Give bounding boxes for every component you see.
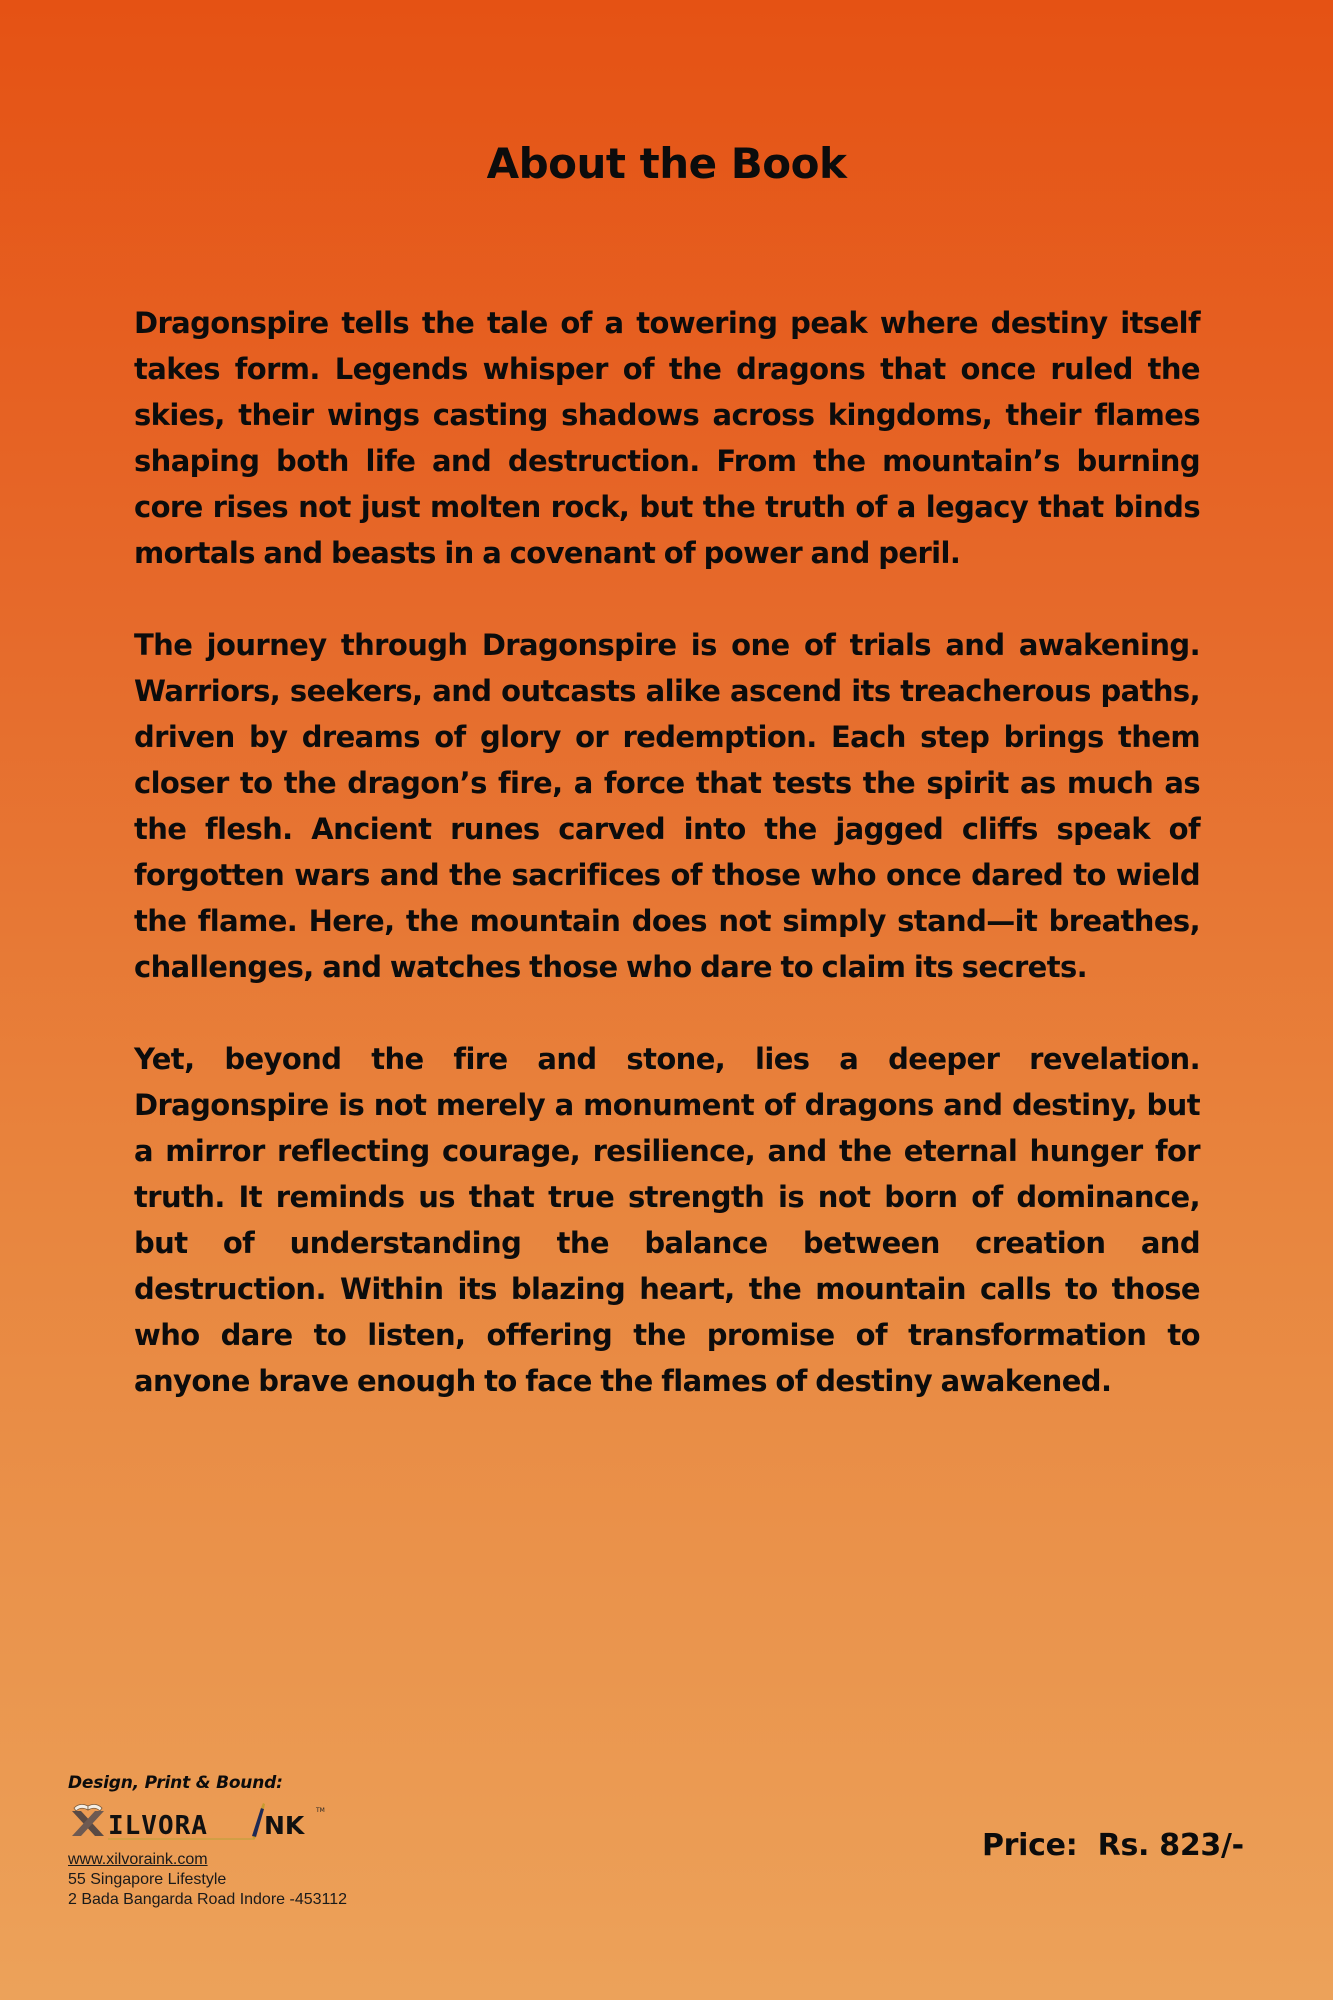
logo-text-nk: NK (264, 1811, 305, 1840)
description-paragraph-3: Yet, beyond the fire and stone, lies a deeper revelation. Dragonspire is not merely a monument of dragons and destiny, but a mirror reflecting courage, resilience, and the eternal hunger for truth. It reminds us that true strength is not born of dominance, but of understanding the balance between creation and destruction. Within its blazing heart, the mountain calls to those who dare to listen, offering the promise of transformation to anyone brave enough to face the flames of destiny awakened. (134, 1042, 1200, 1398)
address-line-1: 55 Singapore Lifestyle (68, 1871, 227, 1888)
website-link[interactable]: www.xilvoraink.com (68, 1851, 208, 1868)
description-paragraph-1: Dragonspire tells the tale of a towering peak where destiny itself takes form. Legends whisper of the dragons that once ruled the skies, their wings casting shadows across kingdoms, their flames shaping both life and destruction. From the mountain’s burning core rises not just molten rock, but the truth of a legacy that binds mortals and beasts in a covenant of power and peril. (134, 306, 1200, 570)
address-line-2: 2 Bada Bangarda Road Indore -453112 (68, 1891, 348, 1908)
logo-text-ilvora: ILVORA (108, 1811, 208, 1840)
publisher-logo (68, 1796, 328, 1840)
publisher-imprint (68, 1772, 428, 1910)
open-book-x-icon (72, 1804, 104, 1836)
description-paragraph-2: The journey through Dragonspire is one of trials and awakening. Warriors, seekers, and outcasts alike ascend its treacherous paths, driven by dreams of glory or redemption. Each step brings them closer to the dragon’s fire, a force that tests the spirit as much as the flesh. Ancient runes carved into the jagged cliffs speak of forgotten wars and the sacrifices of those who once dared to wield the flame. Here, the mountain does not simply stand—it breathes, challenges, and watches those who dare to claim its secrets. (134, 628, 1200, 984)
price-label: Price: Rs. 823/- (982, 1828, 1244, 1863)
trademark-mark: TM (316, 1807, 325, 1814)
book-description (134, 300, 1200, 1450)
page-title: About the Book (486, 139, 847, 188)
imprint-label: Design, Print & Bound: (68, 1773, 283, 1793)
